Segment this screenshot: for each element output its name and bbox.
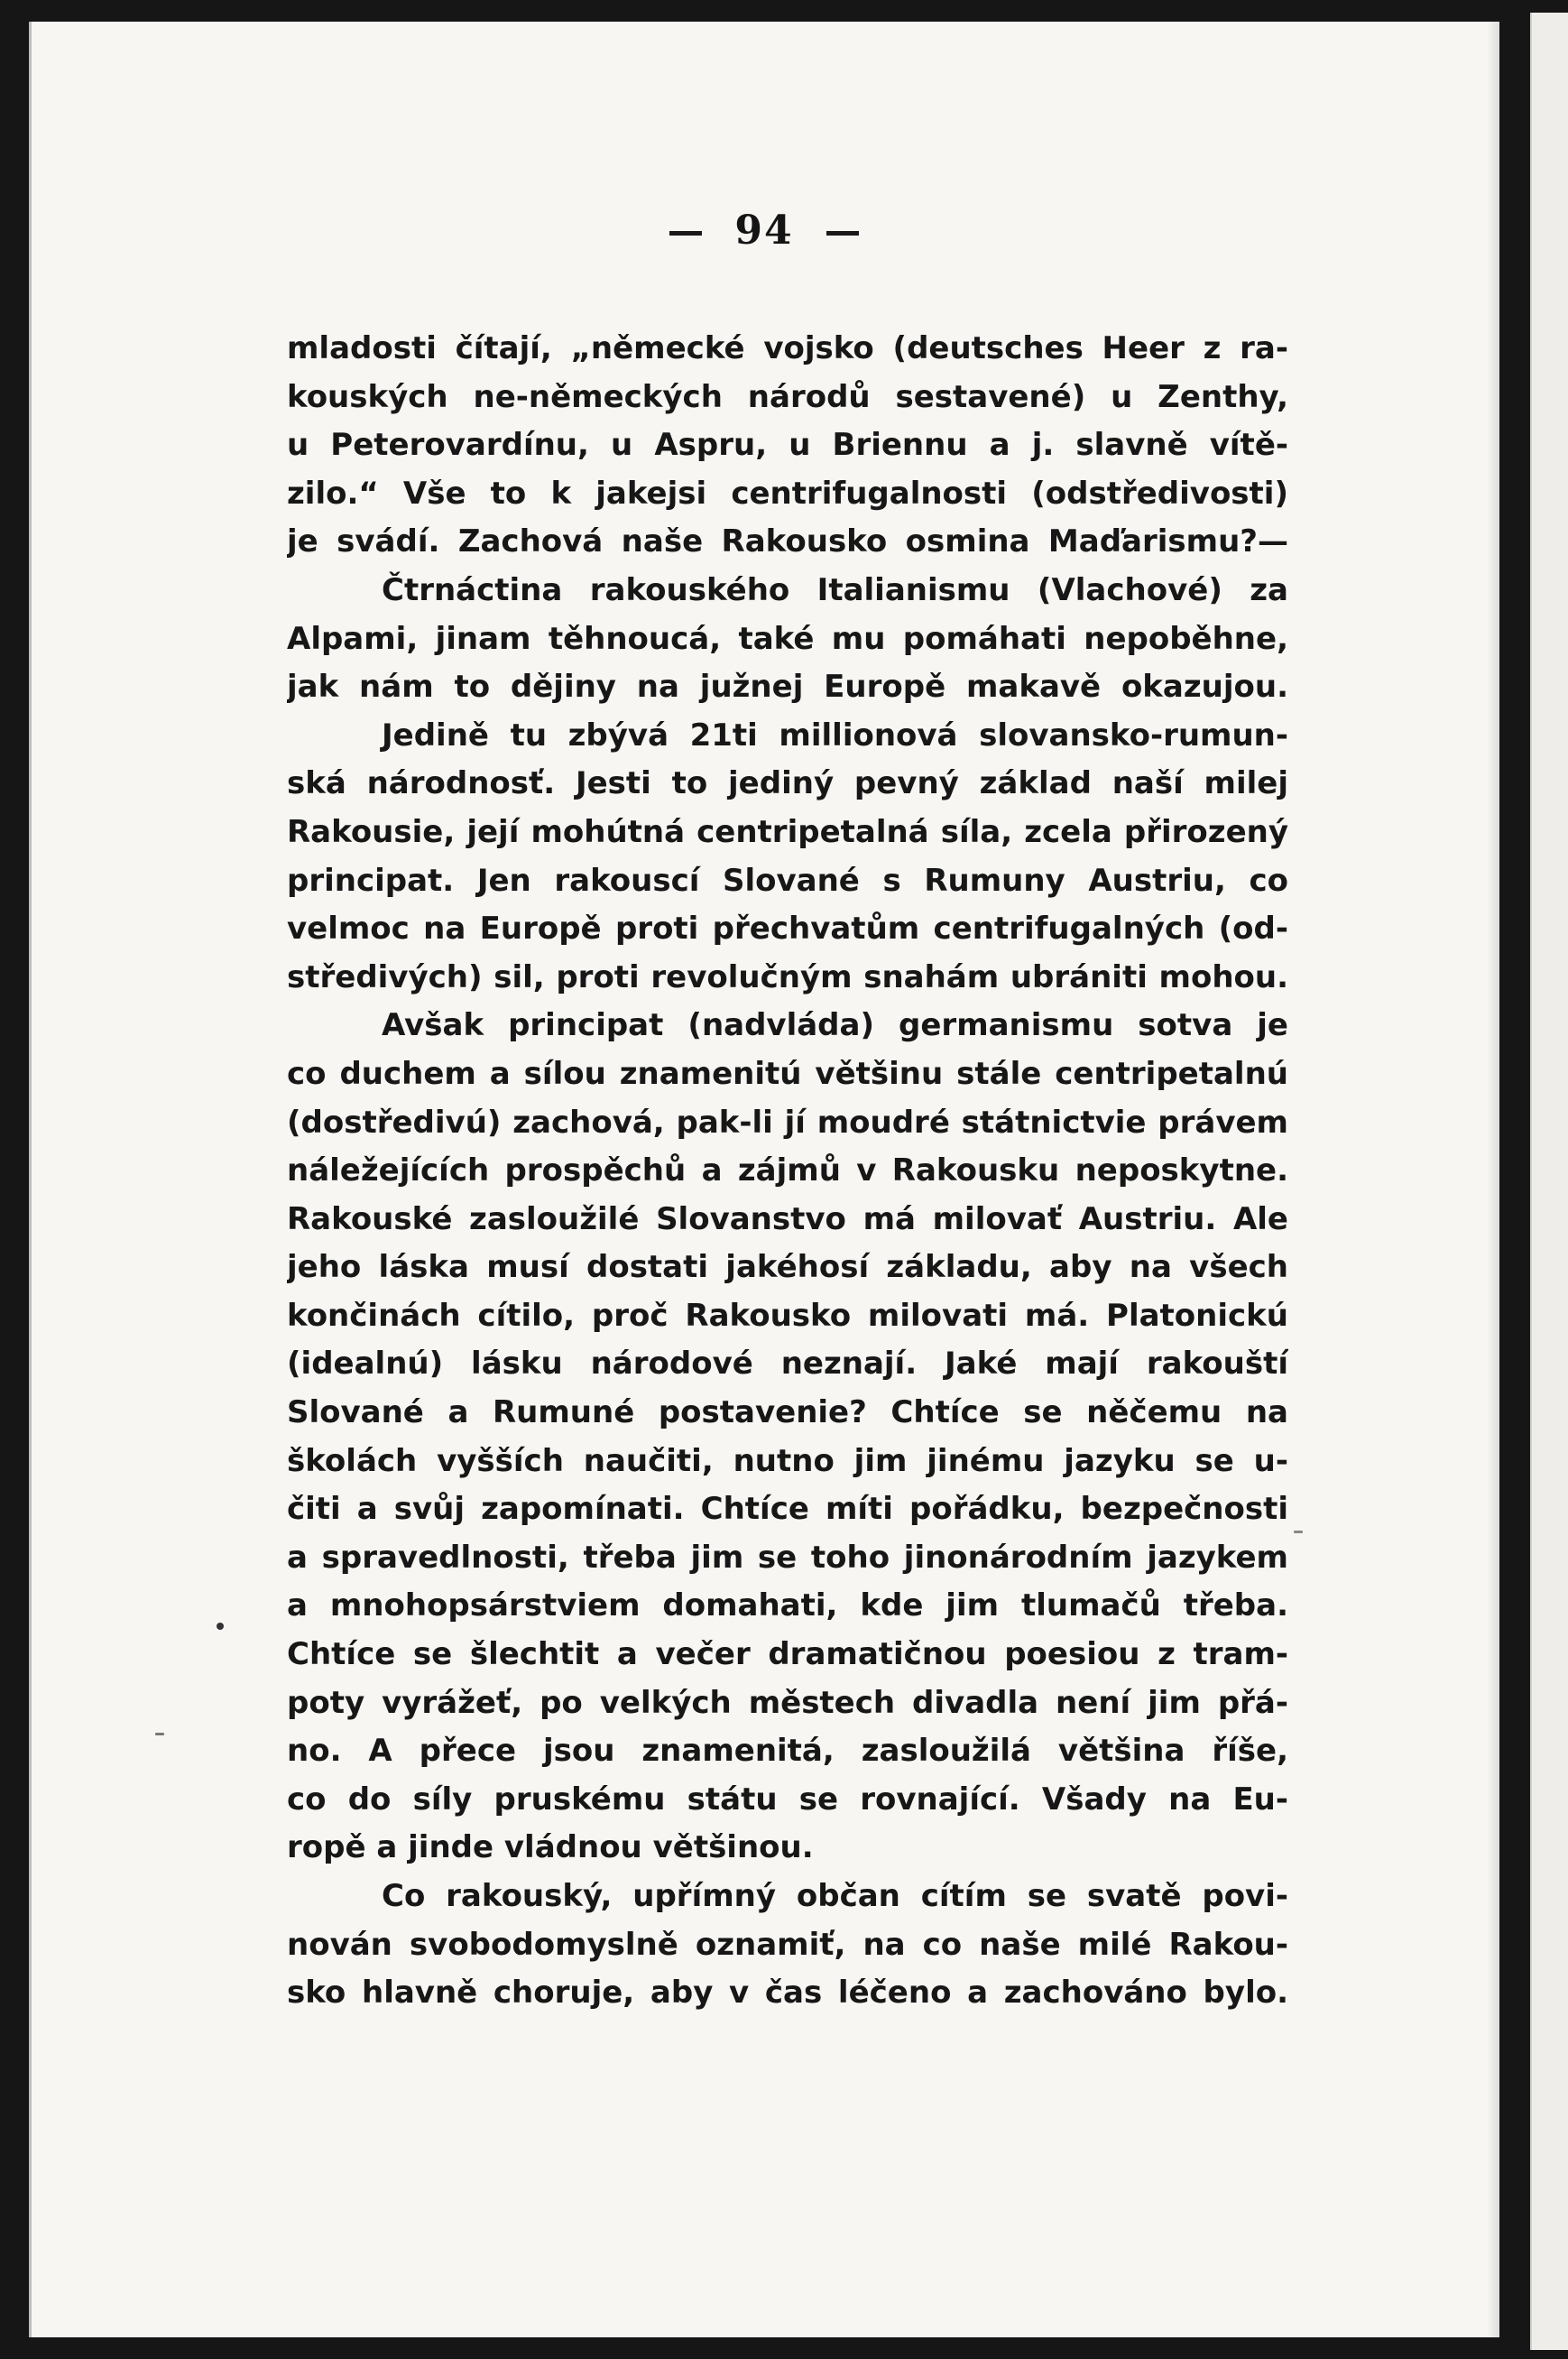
header-dash-right	[826, 231, 859, 236]
text-line: Avšak principat (nadvláda) germanismu sotva je	[382, 1007, 1288, 1044]
page-number-header	[29, 208, 1499, 254]
text-line: středivých) sil, proti revolučným snahám ubrániti mohou.	[287, 958, 1288, 995]
text-line: ská národnosť. Jesti to jediný pevný základ naší milej	[287, 765, 1288, 802]
text-line: Co rakouský, upřímný občan cítím se svatě povi-	[382, 1878, 1288, 1914]
print-speck	[217, 1623, 224, 1630]
text-line: je svádí. Zachová naše Rakousko osmina Maďarismu?—	[287, 523, 1288, 560]
text-line: co duchem a sílou znamenitú většinu stále centripetalnú	[287, 1055, 1288, 1092]
text-line: velmoc na Europě proti přechvatům centrifugalných (od-	[287, 911, 1288, 948]
text-line: Slované a Rumuné postavenie? Chtíce se něčemu na	[287, 1394, 1288, 1431]
text-line: náležejících prospěchů a zájmů v Rakousku neposkytne.	[287, 1152, 1288, 1189]
text-line: nován svobodomyslně oznamiť, na co naše milé Rakou-	[287, 1926, 1288, 1963]
page-shadow	[1487, 22, 1499, 2337]
text-line: zilo.“ Vše to k jakejsi centrifugalnosti (odstředivosti)	[287, 475, 1288, 512]
page-gutter	[29, 22, 32, 2337]
text-line: Jedině tu zbývá 21ti millionová slovansko-rumun-	[382, 717, 1288, 754]
print-speck	[155, 1733, 164, 1735]
text-line: co do síly pruskému státu se rovnající. Všady na Eu-	[287, 1781, 1288, 1818]
text-line: končinách cítilo, proč Rakousko milovati má. Platonickú	[287, 1297, 1288, 1334]
text-line: (idealnú) lásku národové neznají. Jaké mají rakouští	[287, 1346, 1288, 1383]
text-line: a spravedlnosti, třeba jim se toho jinonárodním jazykem	[287, 1539, 1288, 1576]
body-text	[287, 325, 1288, 2018]
text-line: Alpami, jinam těhnoucá, také mu pomáhati nepoběhne,	[287, 620, 1288, 657]
next-page-edge	[1530, 13, 1568, 2350]
text-line: no. A přece jsou znamenitá, zasloužilá většina říše,	[287, 1733, 1288, 1770]
text-line: Čtrnáctina rakouského Italianismu (Vlachové) za	[382, 571, 1288, 608]
text-line: Chtíce se šlechtit a večer dramatičnou poesiou z tram-	[287, 1636, 1288, 1673]
text-line: kouských ne-německých národů sestavené) u Zenthy,	[287, 378, 1288, 415]
text-line: ropě a jinde vládnou většinou.	[287, 1829, 814, 1866]
text-line: poty vyrážeť, po velkých městech divadla není jim přá-	[287, 1684, 1288, 1721]
text-line: (dostředivú) zachová, pak-li jí moudré státnictvie právem	[287, 1104, 1288, 1141]
text-line: mladosti čítají, „německé vojsko (deutsches Heer z ra-	[287, 330, 1288, 366]
text-line: čiti a svůj zapomínati. Chtíce míti pořádku, bezpečnosti	[287, 1491, 1288, 1528]
header-dash-left	[669, 231, 702, 236]
text-line: sko hlavně choruje, aby v čas léčeno a zachováno bylo.	[287, 1975, 1288, 2012]
print-speck	[1294, 1531, 1303, 1533]
page-number: 94	[734, 208, 794, 254]
text-line: Rakouské zasloužilé Slovanstvo má milovať Austriu. Ale	[287, 1200, 1288, 1237]
text-line: u Peterovardínu, u Aspru, u Briennu a j. slavně vítě-	[287, 427, 1288, 464]
text-line: Rakousie, její mohútná centripetalná síla, zcela přirozený	[287, 813, 1288, 850]
text-line: jak nám to dějiny na južnej Europě makavě okazujou.	[287, 669, 1288, 706]
text-line: školách vyšších naučiti, nutno jim jinému jazyku se u-	[287, 1442, 1288, 1479]
text-line: jeho láska musí dostati jakéhosí základu, aby na všech	[287, 1249, 1288, 1286]
book-page	[29, 22, 1499, 2337]
text-line: a mnohopsárstviem domahati, kde jim tlumačů třeba.	[287, 1587, 1288, 1624]
text-line: principat. Jen rakouscí Slované s Rumuny Austriu, co	[287, 862, 1288, 899]
